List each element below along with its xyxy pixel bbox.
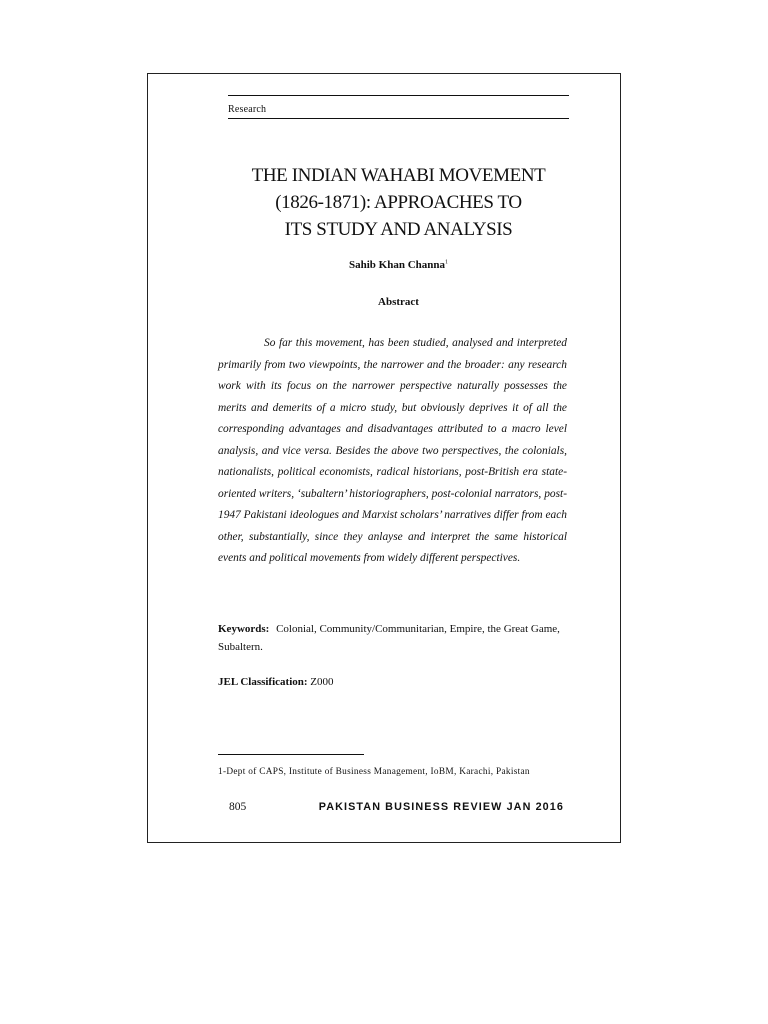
article-title [208, 162, 589, 243]
abstract-heading: Abstract [378, 296, 419, 308]
journal-page [147, 73, 621, 843]
jel-label: JEL Classification: [218, 676, 308, 688]
header-rule-top [228, 95, 569, 96]
jel-code: Z000 [310, 676, 334, 688]
keywords [218, 620, 567, 656]
author-name [208, 259, 589, 271]
footnote: 1-Dept of CAPS, Institute of Business Management, IoBM, Karachi, Pakistan [218, 767, 530, 777]
footnote-rule [218, 754, 364, 755]
author-footnote-mark: 1 [445, 259, 448, 266]
keywords-label: Keywords: [218, 623, 270, 635]
jel-classification [218, 676, 567, 688]
header-rule-bottom [228, 118, 569, 119]
keywords-text: Colonial, Community/Communitarian, Empire, the Great Game, Subaltern. [218, 623, 560, 653]
abstract-body: So far this movement, has been studied, analysed and interpreted primarily from two viewpoints, the narrower and the broader: any research work with its focus on the narrower perspective naturally possesses the merits and demerits of a micro study, but obviously deprives it of all the corresponding advantages and disadvantages attributed to a macro level analysis, and vice versa. Besides the above two perspectives, the colonials, nationalists, political economists, radical historians, post-British era state-oriented writers, ‘subaltern’ historiographers, post-colonial narrators, post-1947 Pakistani ideologues and Marxist scholars’ narratives differ from each other, substantially, since they anlayse and interpret the same historical events and political movements from widely different perspectives. [218, 337, 567, 564]
author-name-text: Sahib Khan Channa [349, 259, 445, 271]
title-line: THE INDIAN WAHABI MOVEMENT [251, 165, 546, 186]
page-number: 805 [229, 801, 247, 813]
title-line: (1826-1871): APPROACHES TO [275, 192, 522, 213]
journal-name: PAKISTAN BUSINESS REVIEW JAN 2016 [318, 801, 564, 813]
section-label: Research [228, 104, 267, 115]
title-line: ITS STUDY AND ANALYSIS [284, 219, 513, 240]
